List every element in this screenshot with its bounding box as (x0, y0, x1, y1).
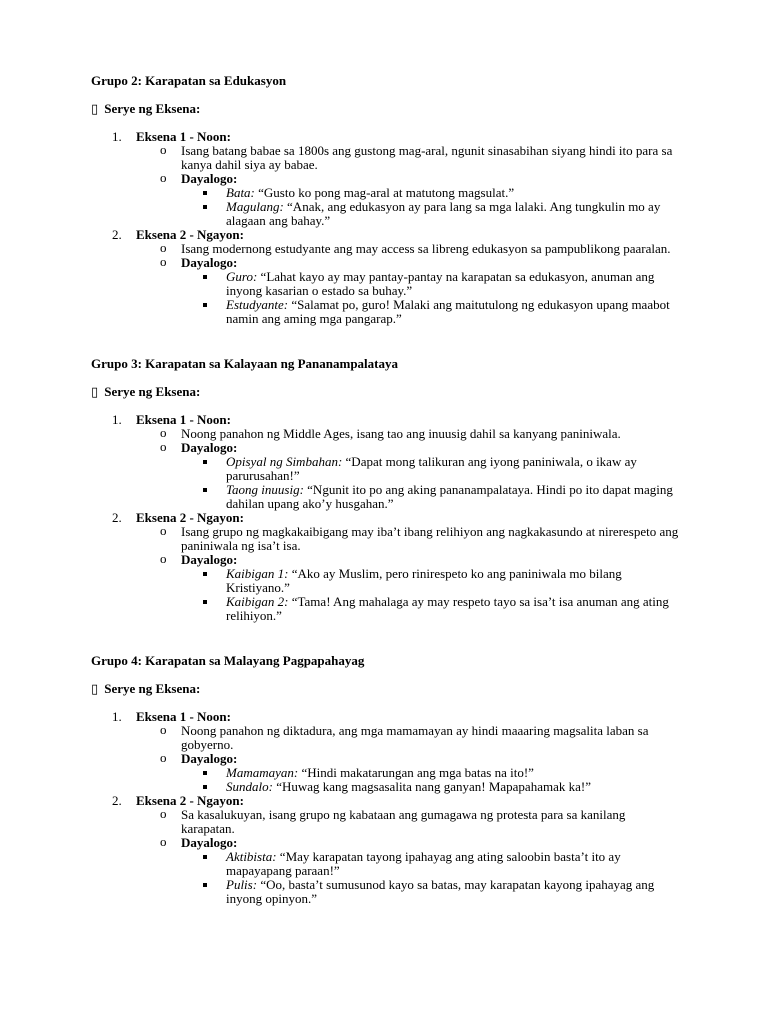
eksena-title: Eksena 1 - Noon: (136, 412, 231, 427)
dialogue-text: “Hindi makatarungan ang mga batas na ito!” (298, 765, 534, 780)
eksena-item (91, 710, 691, 794)
speaker-name: Guro: (226, 269, 258, 284)
dialogue-line (181, 200, 676, 228)
eksena-title: Eksena 1 - Noon: (136, 709, 231, 724)
dialogue-line (181, 780, 676, 794)
scene-description (136, 242, 681, 256)
dayalogo-item (136, 752, 681, 794)
serye-heading (91, 682, 691, 696)
scene-description-text: Noong panahon ng Middle Ages, isang tao ang inuusig dahil sa kanyang paniniwala. (181, 426, 621, 441)
eksena-list (91, 413, 691, 623)
serye-label: Serye ng Eksena: (104, 101, 201, 116)
grupo-4-title: Grupo 4: Karapatan sa Malayang Pagpapahayag (91, 653, 365, 668)
dialogue-line (181, 595, 676, 623)
dialogue-line (181, 878, 676, 906)
dialogue-text: “Ako ay Muslim, pero rinirespeto ko ang paniniwala mo bilang Kristiyano.” (226, 566, 622, 595)
eksena-item (91, 413, 691, 511)
dayalogo-item (136, 172, 681, 228)
circle-bullet-icon: o (160, 834, 167, 849)
dialogue-text: “Ngunit ito po ang aking pananampalataya. Hindi po ito dapat maging dahilan upang ako’y husgahan.” (226, 482, 673, 511)
speaker-name: Taong inuusig: (226, 482, 304, 497)
eksena-details (136, 144, 691, 228)
dialogue-list (181, 186, 681, 228)
scene-description-text: Noong panahon ng diktadura, ang mga mamamayan ay hindi maaaring magsalita laban sa gobyerno. (181, 723, 649, 752)
circle-bullet-icon: o (160, 425, 167, 440)
eksena-number: 2. (112, 793, 122, 808)
serye-heading (91, 102, 691, 116)
dialogue-list (181, 567, 681, 623)
dialogue-text: “Salamat po, guro! Malaki ang maitutulong ng edukasyon upang maabot namin ang aming mga pangarap.” (226, 297, 670, 326)
circle-bullet-icon: o (160, 142, 167, 157)
scene-description-text: Isang grupo ng magkakaibigang may iba’t ibang relihiyon ang nagkakasundo at nirerespeto ang paniniwala ng isa’t isa. (181, 524, 679, 553)
dialogue-text: “Tama! Ang mahalaga ay may respeto tayo sa isa’t isa anuman ang ating relihiyon.” (226, 594, 669, 623)
dayalogo-label: Dayalogo: (181, 171, 238, 186)
eksena-details (136, 427, 691, 511)
dayalogo-label: Dayalogo: (181, 440, 238, 455)
dayalogo-item (136, 836, 681, 906)
eksena-number: 1. (112, 412, 122, 427)
square-bullet-icon (203, 572, 207, 576)
scene-description (136, 724, 681, 752)
square-bullet-icon (203, 460, 207, 464)
dialogue-list (181, 850, 681, 906)
dialogue-text: “Huwag kang magsasalita nang ganyan! Mapapahamak ka!” (272, 779, 591, 794)
eksena-details (136, 808, 691, 906)
dayalogo-item (136, 441, 681, 511)
grupo-4-section (91, 654, 691, 906)
dialogue-line (181, 483, 676, 511)
missing-glyph-icon: ▯ (91, 384, 99, 399)
square-bullet-icon (203, 191, 207, 195)
scene-description (136, 144, 681, 172)
dialogue-list (181, 455, 681, 511)
dayalogo-label: Dayalogo: (181, 835, 238, 850)
speaker-name: Mamamayan: (226, 765, 299, 780)
eksena-list (91, 130, 691, 326)
eksena-details (136, 242, 691, 326)
speaker-name: Magulang: (226, 199, 284, 214)
missing-glyph-icon: ▯ (91, 101, 99, 116)
grupo-2-section (91, 74, 691, 326)
serye-heading (91, 385, 691, 399)
eksena-title: Eksena 2 - Ngayon: (136, 227, 244, 242)
dialogue-line (181, 850, 676, 878)
scene-description (136, 525, 681, 553)
circle-bullet-icon: o (160, 240, 167, 255)
dayalogo-item (136, 256, 681, 326)
scene-description-text: Isang modernong estudyante ang may access sa libreng edukasyon sa pampublikong paaralan. (181, 241, 671, 256)
square-bullet-icon (203, 488, 207, 492)
dialogue-line (181, 567, 676, 595)
speaker-name: Bata: (226, 185, 255, 200)
dayalogo-item (136, 553, 681, 623)
dialogue-line (181, 766, 676, 780)
dialogue-line (181, 298, 676, 326)
speaker-name: Aktibista: (226, 849, 277, 864)
dialogue-line (181, 455, 676, 483)
scene-description (136, 808, 681, 836)
dialogue-text: “May karapatan tayong ipahayag ang ating saloobin basta’t ito ay mapayapang paraan!” (226, 849, 621, 878)
square-bullet-icon (203, 771, 207, 775)
eksena-number: 2. (112, 227, 122, 242)
dialogue-text: “Dapat mong talikuran ang iyong paniniwala, o ikaw ay parurusahan!” (226, 454, 637, 483)
grupo-3-section (91, 357, 691, 623)
circle-bullet-icon: o (160, 750, 167, 765)
eksena-item (91, 228, 691, 326)
square-bullet-icon (203, 855, 207, 859)
dayalogo-label: Dayalogo: (181, 751, 238, 766)
dialogue-line (181, 186, 676, 200)
speaker-name: Kaibigan 2: (226, 594, 289, 609)
square-bullet-icon (203, 275, 207, 279)
missing-glyph-icon: ▯ (91, 681, 99, 696)
circle-bullet-icon: o (160, 806, 167, 821)
scene-description-text: Sa kasalukuyan, isang grupo ng kabataan ang gumagawa ng protesta para sa kanilang karapatan. (181, 807, 626, 836)
serye-label: Serye ng Eksena: (104, 681, 201, 696)
eksena-details (136, 724, 691, 794)
eksena-title: Eksena 2 - Ngayon: (136, 793, 244, 808)
square-bullet-icon (203, 205, 207, 209)
dayalogo-label: Dayalogo: (181, 552, 238, 567)
eksena-item (91, 794, 691, 906)
eksena-list (91, 710, 691, 906)
eksena-title: Eksena 1 - Noon: (136, 129, 231, 144)
square-bullet-icon (203, 600, 207, 604)
speaker-name: Estudyante: (226, 297, 289, 312)
circle-bullet-icon: o (160, 551, 167, 566)
square-bullet-icon (203, 883, 207, 887)
scene-description-text: Isang batang babae sa 1800s ang gustong mag-aral, ngunit sinasabihan siyang hindi ito para sa kanya dahil siya ay babae. (181, 143, 673, 172)
eksena-details (136, 525, 691, 623)
dialogue-line (181, 270, 676, 298)
eksena-number: 1. (112, 129, 122, 144)
dialogue-text: “Lahat kayo ay may pantay-pantay na karapatan sa edukasyon, anuman ang inyong kasarian o estado sa buhay.” (226, 269, 655, 298)
square-bullet-icon (203, 785, 207, 789)
dialogue-text: “Gusto ko pong mag-aral at matutong magsulat.” (254, 185, 515, 200)
dialogue-text: “Anak, ang edukasyon ay para lang sa mga lalaki. Ang tungkulin mo ay alagaan ang bahay.” (226, 199, 661, 228)
eksena-title: Eksena 2 - Ngayon: (136, 510, 244, 525)
serye-label: Serye ng Eksena: (104, 384, 201, 399)
dialogue-list (181, 766, 681, 794)
dayalogo-label: Dayalogo: (181, 255, 238, 270)
eksena-number: 1. (112, 709, 122, 724)
circle-bullet-icon: o (160, 722, 167, 737)
eksena-number: 2. (112, 510, 122, 525)
circle-bullet-icon: o (160, 254, 167, 269)
grupo-2-title: Grupo 2: Karapatan sa Edukasyon (91, 73, 287, 88)
circle-bullet-icon: o (160, 170, 167, 185)
speaker-name: Opisyal ng Simbahan: (226, 454, 343, 469)
speaker-name: Pulis: (226, 877, 258, 892)
dialogue-list (181, 270, 681, 326)
circle-bullet-icon: o (160, 523, 167, 538)
grupo-3-title: Grupo 3: Karapatan sa Kalayaan ng Pananampalataya (91, 356, 398, 371)
square-bullet-icon (203, 303, 207, 307)
dialogue-text: “Oo, basta’t sumusunod kayo sa batas, may karapatan kayong ipahayag ang inyong opinyon.” (226, 877, 655, 906)
circle-bullet-icon: o (160, 439, 167, 454)
eksena-item (91, 130, 691, 228)
eksena-item (91, 511, 691, 623)
speaker-name: Sundalo: (226, 779, 273, 794)
scene-description (136, 427, 681, 441)
speaker-name: Kaibigan 1: (226, 566, 289, 581)
